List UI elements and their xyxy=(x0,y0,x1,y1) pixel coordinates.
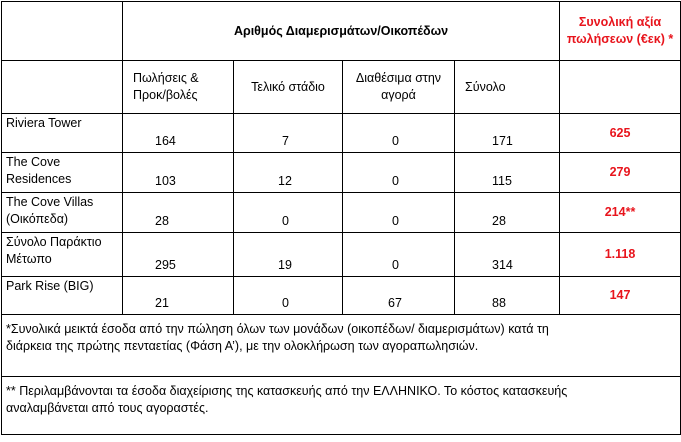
table-row xyxy=(2,233,681,277)
sales-cell: 164 xyxy=(123,114,234,153)
final-stage-cell: 7 xyxy=(234,114,343,153)
final-stage-header: Τελικό στάδιο xyxy=(251,79,325,94)
row-name-cell xyxy=(2,114,123,153)
sales-summary-table xyxy=(1,1,681,435)
table-subheader-row xyxy=(2,61,681,114)
sales-cell: 21 xyxy=(123,277,234,315)
available-cell: 0 xyxy=(343,193,455,233)
footnote-2-line1: ** Περιλαμβάνονται τα έσοδα διαχείρισης της κατασκευής από την ΕΛΛΗΝΙΚΟ. Το κόστος κατασκευής xyxy=(6,384,568,398)
group-title: Αριθμός Διαμερισμάτων/Οικοπέδων xyxy=(233,23,449,38)
sales-header-line2: Προκ/βολές xyxy=(133,88,198,102)
total-value-header-line2: πωλήσεων (€εκ) * xyxy=(566,32,674,46)
total-header-cell xyxy=(455,61,560,114)
header-empty-cell xyxy=(2,2,123,61)
value-cell: 147 xyxy=(560,277,681,315)
footnote-1-line2: διάρκεια της πρώτης πενταετίας (Φάση Α’), με την ολοκλήρωση των αγοραπωλησιών. xyxy=(6,339,479,353)
total-value-header-line1: Συνολική αξία xyxy=(578,15,662,29)
sales-cell: 103 xyxy=(123,153,234,193)
row-name-line2: Μέτωπο xyxy=(6,252,52,266)
available-cell: 0 xyxy=(343,233,455,277)
value-cell: 1.118 xyxy=(560,233,681,277)
subheader-empty-cell xyxy=(2,61,123,114)
table-row xyxy=(2,193,681,233)
total-value-header-cell xyxy=(560,2,681,61)
row-name-cell xyxy=(2,193,123,233)
row-name-cell xyxy=(2,277,123,315)
value-cell: 279 xyxy=(560,153,681,193)
final-stage-header-cell xyxy=(234,61,343,114)
available-header-line1: Διαθέσιμα στην xyxy=(355,71,442,85)
row-name-line2: (Οικόπεδα) xyxy=(6,212,69,226)
footnote-row xyxy=(2,315,681,377)
group-title-cell xyxy=(123,2,560,61)
value-cell: 214** xyxy=(560,193,681,233)
value-cell: 625 xyxy=(560,114,681,153)
footnote-2-line2: αναλαμβάνεται από τους αγοραστές. xyxy=(6,401,209,415)
final-stage-cell: 0 xyxy=(234,277,343,315)
sales-header-cell xyxy=(123,61,234,114)
sales-cell: 28 xyxy=(123,193,234,233)
table-header-row xyxy=(2,2,681,61)
available-cell: 0 xyxy=(343,114,455,153)
available-cell: 67 xyxy=(343,277,455,315)
total-header: Σύνολο xyxy=(465,79,506,94)
row-name-line2: Residences xyxy=(6,172,72,186)
total-cell: 115 xyxy=(455,153,560,193)
row-name-line1: Σύνολο Παράκτιο xyxy=(6,235,102,249)
footnote-1-line1: *Συνολικά μεικτά έσοδα από την πώληση όλων των μονάδων (οικοπέδων/ διαμερισμάτων) κατά τη xyxy=(6,322,549,336)
total-cell: 28 xyxy=(455,193,560,233)
table-row xyxy=(2,153,681,193)
footnote-2 xyxy=(2,377,681,435)
footnote-1 xyxy=(2,315,681,377)
final-stage-cell: 0 xyxy=(234,193,343,233)
sales-cell: 295 xyxy=(123,233,234,277)
total-cell: 314 xyxy=(455,233,560,277)
row-name-line1: The Cove xyxy=(6,155,61,169)
available-header-line2: αγορά xyxy=(381,88,416,102)
final-stage-cell: 19 xyxy=(234,233,343,277)
final-stage-cell: 12 xyxy=(234,153,343,193)
footnote-row xyxy=(2,377,681,435)
row-name-cell xyxy=(2,233,123,277)
table-row xyxy=(2,114,681,153)
row-name-cell xyxy=(2,153,123,193)
table-row xyxy=(2,277,681,315)
available-header-cell xyxy=(343,61,455,114)
total-cell: 171 xyxy=(455,114,560,153)
row-name-line1: The Cove Villas xyxy=(6,195,94,209)
row-name-line1: Park Rise (BIG) xyxy=(6,279,94,293)
subheader-value-empty-cell xyxy=(560,61,681,114)
available-cell: 0 xyxy=(343,153,455,193)
total-cell: 88 xyxy=(455,277,560,315)
row-name-line1: Riviera Tower xyxy=(6,116,82,130)
sales-header-line1: Πωλήσεις & xyxy=(133,71,199,85)
